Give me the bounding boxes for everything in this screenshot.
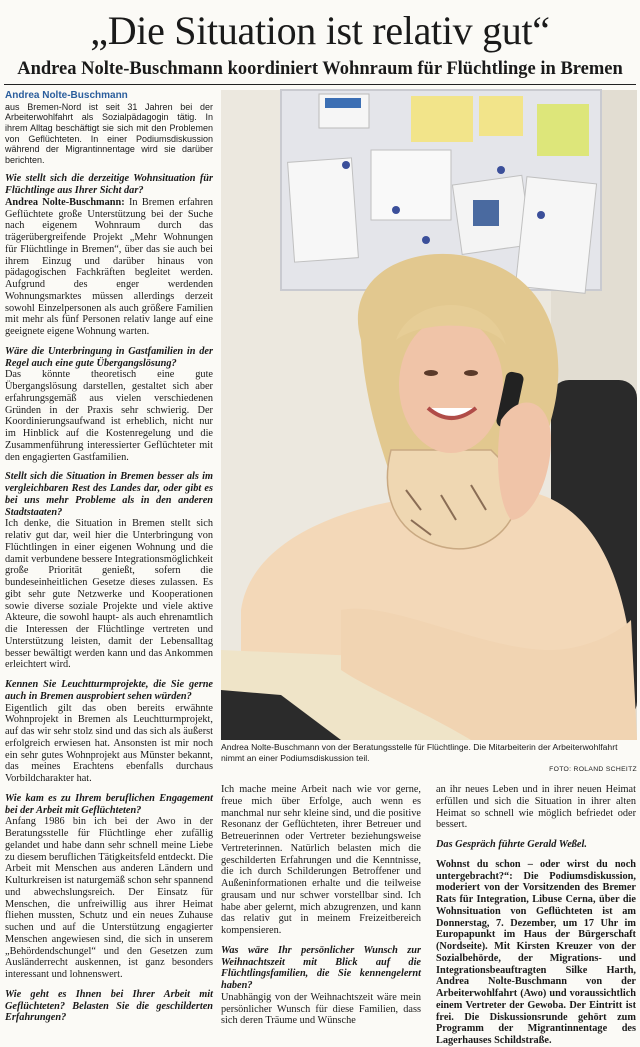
answer-speaker: Andrea Nolte-Buschmann: [5, 196, 125, 208]
question-3: Stellt sich die Situation in Bremen besser als im vergleichbaren Rest des Landes dar, oder gibt es bei uns mehr Probleme als in den anderen Stadtstaaten? [5, 471, 213, 518]
answer-7-continued: an ihr neues Leben und in ihrer neuen Heimat erfüllen und sich die Situation in ihrer alten Heimat so schnell wie möglich befriedet oder bessert. [436, 784, 636, 831]
answer-7: Unabhängig von der Weihnachtszeit wäre mein persönlicher Wunsch für diese Familien, dass sich deren Träume und Wünsche [221, 991, 421, 1027]
column-1 [5, 90, 214, 1024]
photo-illustration [221, 90, 637, 740]
answer-6: Ich mache meine Arbeit nach wie vor gerne, freue mich über Erfolge, auch wenn es manchmal nur sehr kleine sind, und die positive Resonanz der Geflüchteten, ihrer Betreuer und Betreuerinnen oder Vertreter beziehungsweise Vertreterinnen. Natürlich belasten mich die geschilderten Erfahrungen und die Kenntnisse, die ich durch Schilderungen Betroffener und Außeninformationen erhalte und die teilweise grausam und nur schwer vorstellbar sind. Ich habe aber gelernt, mich abzugrenzen, und kann das relativ gut in meinem Freizeitbereich kompensieren. [221, 784, 421, 936]
event-info: Wohnst du schon – oder wirst du noch untergebracht?“: Die Podiumsdiskussion, moderiert von der Vorsitzenden des Bremer Rats für Integration, Libuse Cerna, über die Wohnsituation von Geflüchteten ist am Donnerstag, 7. Dezember, um 17 Uhr im Europapunkt im Haus der Bürgerschaft (Nordseite). Mit Kirsten Kreuzer von der Sozialbehörde, der Migrations- und Integrationsbeauftragten Silke Harth, Andrea Nolte-Buschmann von der Arbeiterwohlfahrt (Awo) und voraussichtlich einem Vertreter der Gewoba. Der Eintritt ist frei. Die Diskussionsrunde gehört zum Programm der Migrantinnentage des Lagerhauses Schildstraße. [436, 858, 636, 1046]
intro-name: Andrea Nolte-Buschmann [5, 90, 128, 101]
answer-5: Anfang 1986 bin ich bei der Awo in der Beratungsstelle für Flüchtlinge eher zufällig gelandet und habe dann sehr schnell meine Liebe zu diesem beruflichen Tätigkeitsfeld entdeckt. Die Arbeit mit Menschen aus anderen Ländern und Kulturkreisen ist naturgemäß schon sehr spannend und abwechslungsreich. Der Einsatz für Menschen, die unfreiwillig aus ihrer Heimat fliehen mussten, Schutz und ein neues Zuhause suchen und auf die Unterstützung engagierter Menschen angewiesen sind, die sich in unserem „Behördendschungel“ und den Gesetzen zum Ausländerrecht auskennen, ist ganz besonders interessant und lohnenswert. [5, 816, 213, 981]
answer-2: Das könnte theoretisch eine gute Übergangslösung darstellen, gestaltet sich aber erfahrungsgemäß aus vielen verschiedenen Gründen in der Praxis sehr schwierig. Der Koordinierungsaufwand ist erheblich, nicht nur im Hinblick auf die Kostenregelung und die Zusammenführung interessierter Geflüchteter mit den engagierten Gastfamilien. [5, 369, 213, 463]
top-rule [4, 84, 636, 85]
face [399, 317, 503, 453]
portrait-photo [221, 90, 637, 740]
photo-caption-block [221, 742, 637, 775]
intro-text: aus Bremen-Nord ist seit 31 Jahren bei der Arbeiterwohlfahrt als Sozialpädagogin tätig. In ihrem Alltag beschäftigt sie sich mit den Problemen von Geflüchteten. In einer Podiumsdiskussion während der Migrantinnentage wird sie darüber berichten. [5, 101, 213, 165]
headline: „Die Situation ist relativ gut“ [90, 8, 550, 53]
photo-caption: Andrea Nolte-Buschmann von der Beratungsstelle für Flüchtlinge. Die Mitarbeiterin der Arbeiterwohlfahrt nimmt an einer Podiumsdiskussion teil. [221, 742, 618, 763]
photo-credit: FOTO: ROLAND SCHEITZ [549, 766, 637, 773]
column-3 [436, 784, 636, 1046]
question-4: Kennen Sie Leuchtturmprojekte, die Sie gerne auch in Bremen ausprobiert sehen würden? [5, 679, 213, 702]
byline: Das Gespräch führte Gerald Weßel. [436, 839, 587, 850]
question-2: Wäre die Unterbringung in Gastfamilien in der Regel auch eine gute Übergangslösung? [5, 345, 213, 369]
answer-1-text: In Bremen erfahren Geflüchtete große Unterstützung bei der Suche nach eigenem Wohnraum durch das trägerübergreifende Projekt „Mehr Wohnungen für Flüchtlinge in Bremen“, über das sie auch bei ihrem Einzug und darüber hinaus von pädagogischen Fachkräften begleitet werden. Aufgrund des enger werdenden Wohnungsmarktes müssen allerdings derzeit sowohl Einzelpersonen als auch größere Familien mit mehr als fünf Personen relativ lange auf eine geeignete eigene Wohnung warten. [5, 196, 214, 338]
answer-1 [5, 197, 213, 338]
question-6: Wie geht es Ihnen bei Ihrer Arbeit mit Geflüchteten? Belasten Sie die geschilderten Erfahrungen? [5, 988, 213, 1024]
question-5: Wie kam es zu Ihrem beruflichen Engagement bei der Arbeit mit Geflüchteten? [5, 792, 213, 816]
answer-4: Eigentlich gilt das oben bereits erwähnte Wohnprojekt in Bremen als Leuchtturmprojekt, auf das wir sehr stolz sind und das sich als äußerst erfolgreich erwiesen hat. Ansonsten ist mir noch ein sehr gutes Wohnprojekt aus Münster bekannt, das meines Erachtens ebenfalls durchaus Vorbildcharakter hat. [5, 702, 213, 785]
column-2 [221, 784, 421, 1027]
answer-3: Ich denke, die Situation in Bremen stellt sich relativ gut dar, weil hier die Unterbringung von Flüchtlingen in einer eigenen Wohnung und die damit verbundene bessere Integrationsmöglichkeit große Priorität genießt, sofern die bundeseinheitlichen Gesetze dieses zulassen. Es gibt sehr gute Netzwerke und Kooperationen sowie diverse soziale Projekte und viele aktive Akteure, die sowohl haupt- als auch ehrenamtlich die Interessen der Flüchtlinge vertreten und Unterstützung leisten, damit der Lebensalltag besser bewältigt werden kann und das Ankommen erleichtert wird. [5, 518, 213, 671]
question-7: Was wäre Ihr persönlicher Wunsch zur Weihnachtszeit mit Blick auf die Flüchtlingsfamilien, die Sie kennengelernt haben? [221, 944, 421, 991]
subheadline: Andrea Nolte-Buschmann koordiniert Wohnraum für Flüchtlinge in Bremen [17, 59, 623, 79]
question-1: Wie stellt sich die derzeitige Wohnsituation für Flüchtlinge aus Ihrer Sicht dar? [5, 173, 213, 197]
